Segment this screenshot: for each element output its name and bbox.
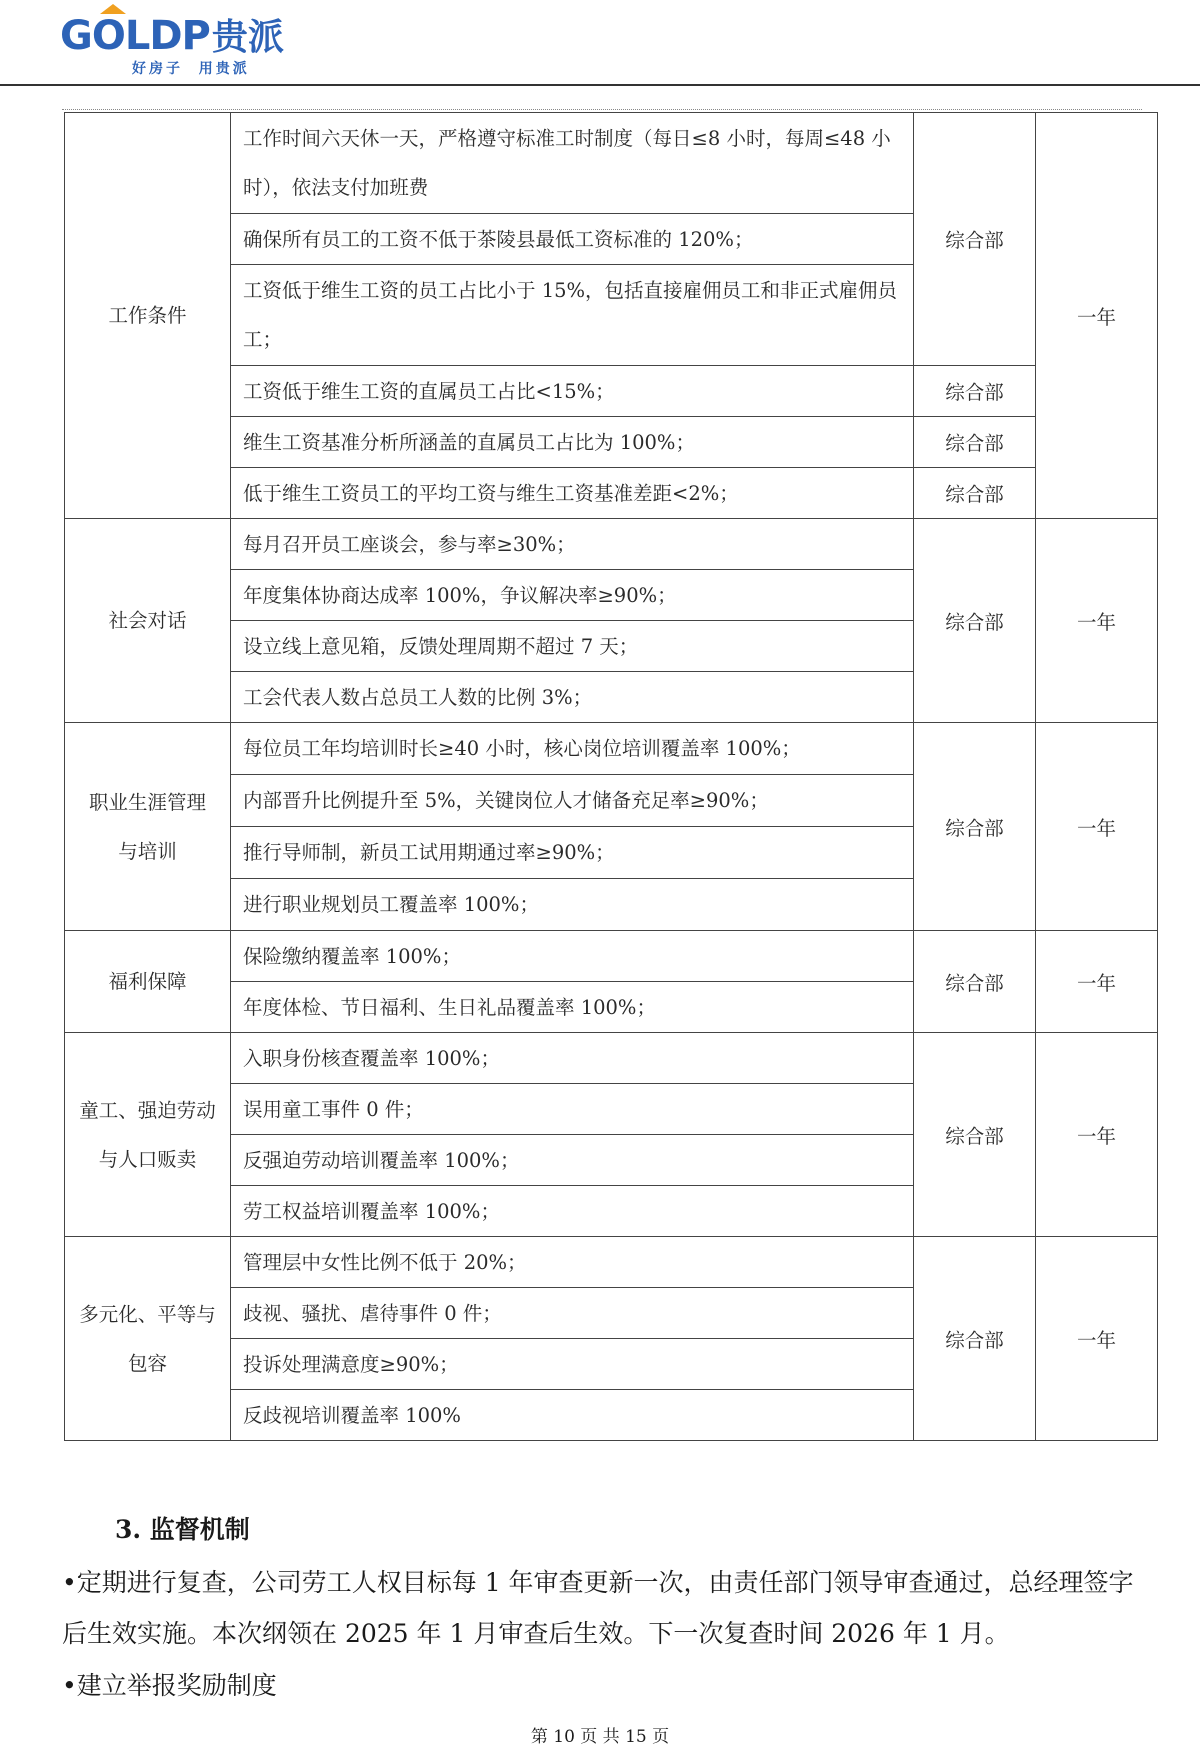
department-cell: 综合部: [914, 417, 1036, 468]
table-row: [65, 723, 1158, 775]
page-number: 第 10 页 共 15 页: [530, 1727, 670, 1747]
requirement-text: 投诉处理满意度≥90%；: [243, 1352, 459, 1376]
requirement-text: 工会代表人数占总员工人数的比例 3%；: [243, 685, 593, 709]
requirement-text: 设立线上意见箱，反馈处理周期不超过 7 天；: [243, 634, 639, 658]
requirement-text: 进行职业规划员工覆盖率 100%；: [243, 893, 539, 916]
requirement-cell: [231, 1186, 914, 1237]
period-cell: 一年: [1036, 931, 1158, 1033]
requirement-text: 工资低于维生工资的直属员工占比<15%；: [243, 379, 615, 403]
requirement-cell: [231, 1339, 914, 1390]
requirement-cell: [231, 775, 914, 827]
labor-rights-goals-table: [64, 112, 1158, 1441]
requirement-cell: [231, 1390, 914, 1441]
requirement-text: 反强迫劳动培训覆盖率 100%；: [243, 1148, 520, 1172]
category-cell: 福利保障: [65, 931, 231, 1033]
category-cell: [65, 1237, 231, 1441]
logo-text-cn: 贵派: [211, 17, 284, 58]
body-paragraph: •建立举报奖励制度: [62, 1671, 277, 1700]
requirement-text: 每月召开员工座谈会，参与率≥30%；: [243, 532, 576, 556]
requirement-text: 工资低于维生工资的员工占比小于 15%，包括直接雇佣员工和非正式雇佣员工；: [243, 279, 898, 351]
requirement-cell: [231, 468, 914, 519]
department-cell: 综合部: [914, 931, 1036, 1033]
table-row: [65, 113, 1158, 214]
department-cell: 综合部: [914, 1033, 1036, 1237]
company-logo: [60, 4, 302, 76]
requirement-cell: [231, 931, 914, 982]
table-row: [65, 1237, 1158, 1288]
requirement-text: 误用童工事件 0 件；: [243, 1097, 424, 1121]
requirement-cell: [231, 519, 914, 570]
page-header: [0, 0, 1200, 86]
department-cell: 综合部: [914, 1237, 1036, 1441]
requirement-cell: [231, 570, 914, 621]
requirement-text: 反歧视培训覆盖率 100%: [243, 1403, 461, 1427]
requirement-cell: [231, 214, 914, 265]
period-cell: 一年: [1036, 519, 1158, 723]
category-cell: 社会对话: [65, 519, 231, 723]
requirement-text: 保险缴纳覆盖率 100%；: [243, 944, 461, 968]
table-row: [65, 931, 1158, 982]
table-row: [65, 519, 1158, 570]
requirement-cell: [231, 1135, 914, 1186]
category-cell: [65, 723, 231, 931]
requirement-cell: [231, 113, 914, 214]
requirement-cell: [231, 1033, 914, 1084]
category-cell: [65, 1033, 231, 1237]
requirement-cell: [231, 982, 914, 1033]
department-cell: 综合部: [914, 468, 1036, 519]
category-line: 与培训: [118, 839, 177, 863]
period-cell: 一年: [1036, 723, 1158, 931]
category-line: 与人口贩卖: [98, 1147, 197, 1171]
header-divider: [0, 84, 1200, 86]
requirement-text: 管理层中女性比例不低于 20%；: [243, 1250, 527, 1274]
category-line: 职业生涯管理: [88, 790, 206, 814]
department-cell: 综合部: [914, 366, 1036, 417]
requirement-cell: [231, 827, 914, 879]
section-title: 3. 监督机制: [115, 1515, 250, 1544]
requirement-cell: [231, 1084, 914, 1135]
category-line: 包容: [127, 1351, 167, 1375]
category-line: 童工、强迫劳动: [79, 1098, 216, 1122]
requirement-text: 入职身份核查覆盖率 100%；: [243, 1046, 500, 1070]
requirement-text: 劳工权益培训覆盖率 100%；: [243, 1199, 500, 1223]
requirement-cell: [231, 265, 914, 366]
department-cell: 综合部: [914, 113, 1036, 366]
requirement-text: 工作时间六天休一天，严格遵守标准工时制度（每日≤8 小时，每周≤48 小时），依法支付加班费: [243, 127, 891, 199]
period-cell: 一年: [1036, 1033, 1158, 1237]
dotted-divider: [62, 109, 1142, 110]
requirement-cell: [231, 366, 914, 417]
requirement-text: 维生工资基准分析所涵盖的直属员工占比为 100%；: [243, 430, 695, 454]
logo-text-en: GOLDP: [60, 13, 210, 59]
requirement-cell: [231, 672, 914, 723]
requirement-text: 每位员工年均培训时长≥40 小时，核心岗位培训覆盖率 100%；: [243, 737, 801, 760]
table-row: [65, 1033, 1158, 1084]
requirement-cell: [231, 723, 914, 775]
category-line: 多元化、平等与: [79, 1302, 216, 1326]
requirement-text: 确保所有员工的工资不低于茶陵县最低工资标准的 120%；: [243, 227, 754, 251]
requirement-text: 推行导师制，新员工试用期通过率≥90%；: [243, 841, 615, 864]
period-cell: 一年: [1036, 113, 1158, 519]
body-paragraph: •定期进行复查，公司劳工人权目标每 1 年审查更新一次，由责任部门领导审查通过，总经理签字后生效实施。本次纲领在 2025 年 1 月审查后生效。下一次复查时间 2026 年 1 月。: [62, 1568, 1134, 1648]
requirement-cell: [231, 1237, 914, 1288]
requirement-cell: [231, 417, 914, 468]
department-cell: 综合部: [914, 519, 1036, 723]
category-cell: 工作条件: [65, 113, 231, 519]
requirement-text: 年度体检、节日福利、生日礼品覆盖率 100%；: [243, 995, 656, 1019]
requirement-cell: [231, 1288, 914, 1339]
department-cell: 综合部: [914, 723, 1036, 931]
requirement-cell: [231, 879, 914, 931]
period-cell: 一年: [1036, 1237, 1158, 1441]
requirement-text: 歧视、骚扰、虐待事件 0 件；: [243, 1301, 502, 1325]
logo-slogan: 好房子 用贵派: [132, 61, 250, 77]
requirement-cell: [231, 621, 914, 672]
requirement-text: 低于维生工资员工的平均工资与维生工资基准差距<2%；: [243, 481, 739, 505]
requirement-text: 内部晋升比例提升至 5%，关键岗位人才储备充足率≥90%；: [243, 789, 769, 812]
requirement-text: 年度集体协商达成率 100%，争议解决率≥90%；: [243, 583, 677, 607]
